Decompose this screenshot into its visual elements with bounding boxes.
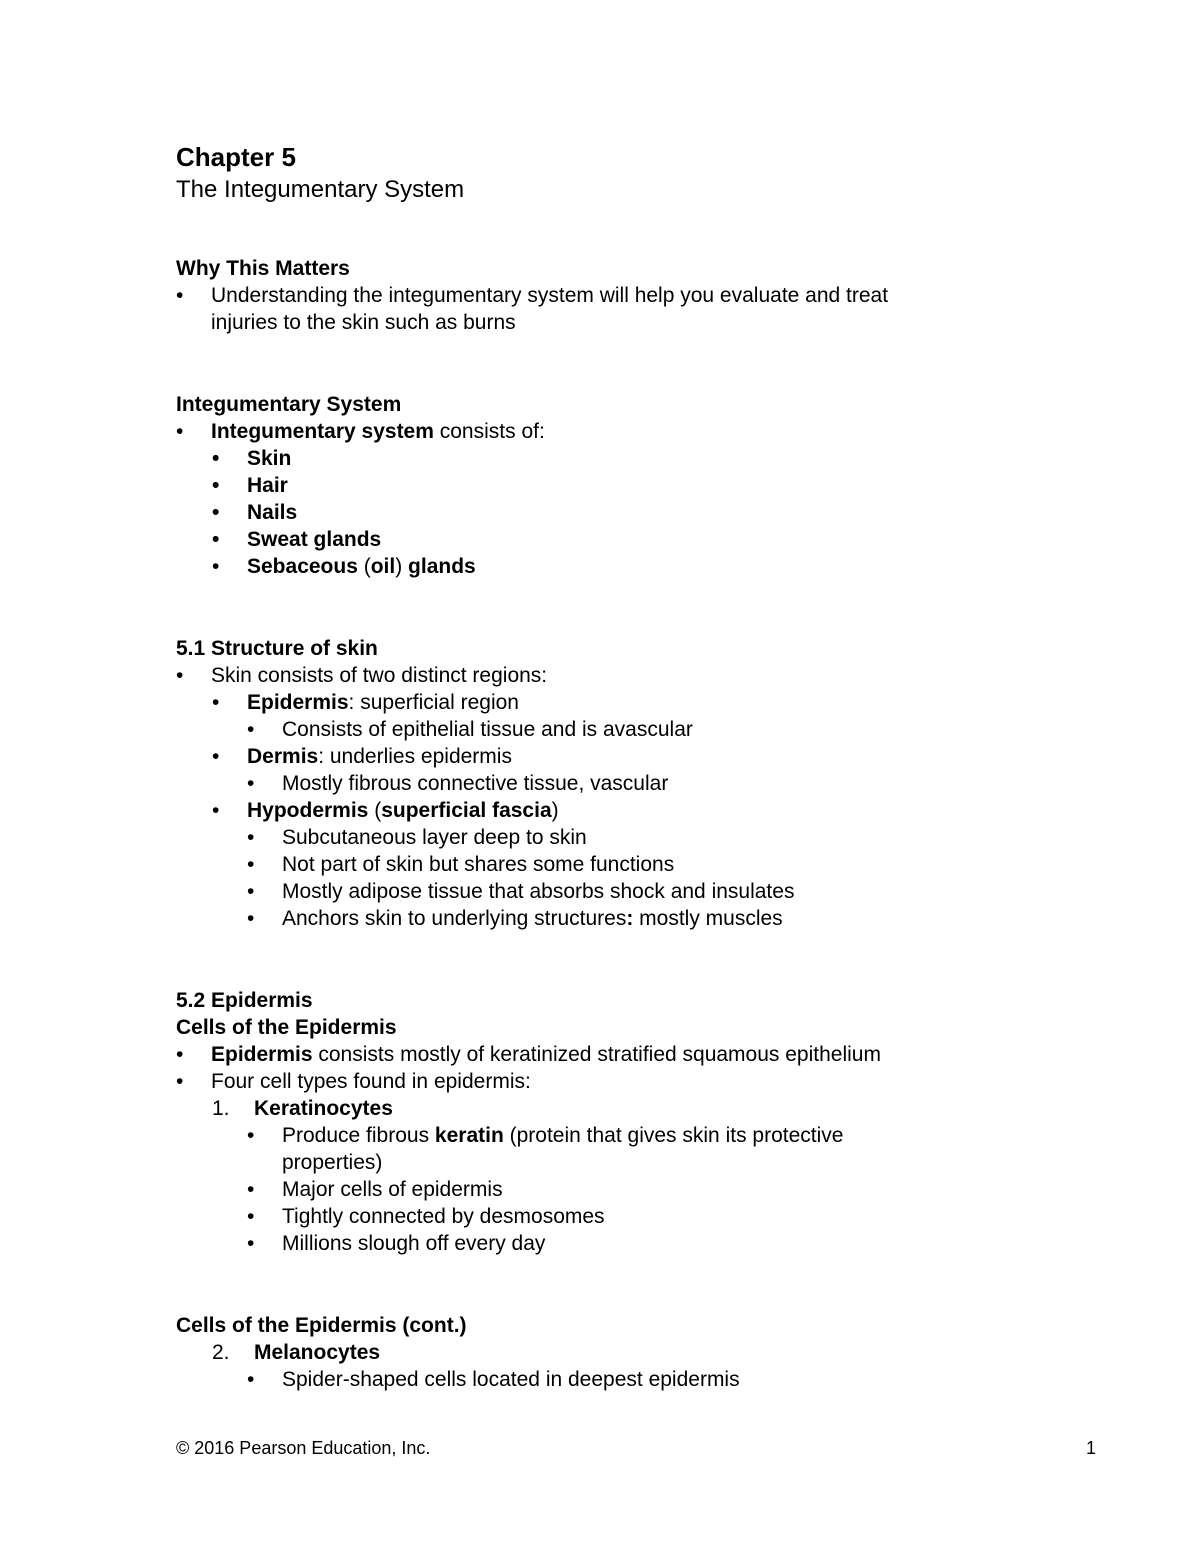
list-item: • Skin <box>212 447 292 470</box>
bullet-icon: • <box>247 1368 255 1391</box>
list-item: • Not part of skin but shares some functions <box>247 853 675 876</box>
bullet-icon: • <box>247 1178 255 1201</box>
list-item-continuation: properties) <box>282 1151 383 1174</box>
bullet-icon: • <box>212 474 220 497</box>
bullet-icon: • <box>176 420 184 443</box>
chapter-title: Chapter 5 <box>176 142 296 172</box>
list-item: • Mostly fibrous connective tissue, vascular <box>247 772 669 795</box>
bullet-icon: • <box>212 745 220 768</box>
bullet-icon: • <box>247 853 255 876</box>
bullet-icon: • <box>247 880 255 903</box>
bullet-icon: • <box>176 284 184 307</box>
list-item: • Subcutaneous layer deep to skin <box>247 826 587 849</box>
cells-cont-heading: Cells of the Epidermis (cont.) <box>176 1314 467 1337</box>
bullet-icon: • <box>176 664 184 687</box>
bullet-icon: • <box>247 772 255 795</box>
list-item: • Skin consists of two distinct regions: <box>176 664 548 687</box>
list-item: • Sweat glands <box>212 528 382 551</box>
bullet-icon: • <box>176 1043 184 1066</box>
list-item: • Understanding the integumentary system will help you evaluate and treat <box>176 284 889 307</box>
list-item: • Tightly connected by desmosomes <box>247 1205 605 1228</box>
list-item: • Sebaceous (oil) glands <box>212 555 476 578</box>
page-content <box>176 140 1056 1393</box>
list-item: • Consists of epithelial tissue and is avascular <box>247 718 693 741</box>
list-item: • Major cells of epidermis <box>247 1178 503 1201</box>
list-item: • Epidermis: superficial region <box>212 691 519 714</box>
bullet-icon: • <box>176 1070 184 1093</box>
bullet-icon: • <box>247 1232 255 1255</box>
copyright-text: © 2016 Pearson Education, Inc. <box>176 1438 431 1458</box>
list-item: • Anchors skin to underlying structures: mostly muscles <box>247 907 783 930</box>
integ-heading: Integumentary System <box>176 393 402 416</box>
numbered-item: 1. Keratinocytes <box>212 1097 393 1120</box>
why-heading: Why This Matters <box>176 257 350 280</box>
list-item: • Dermis: underlies epidermis <box>212 745 512 768</box>
bullet-icon: • <box>212 447 220 470</box>
section-5-2-heading: 5.2 Epidermis <box>176 989 313 1012</box>
list-item: • Spider-shaped cells located in deepest epidermis <box>247 1368 740 1391</box>
bullet-icon: • <box>212 555 220 578</box>
bullet-icon: • <box>247 1124 255 1147</box>
list-item: • Four cell types found in epidermis: <box>176 1070 531 1093</box>
bullet-icon: • <box>212 528 220 551</box>
list-item: • Hair <box>212 474 288 497</box>
list-item: • Millions slough off every day <box>247 1232 546 1255</box>
numbered-item: 2. Melanocytes <box>212 1341 381 1364</box>
item-number: 1. <box>212 1097 230 1120</box>
bullet-icon: • <box>247 1205 255 1228</box>
section-5-1-heading: 5.1 Structure of skin <box>176 637 378 660</box>
bullet-icon: • <box>212 799 220 822</box>
item-number: 2. <box>212 1341 230 1364</box>
bullet-icon: • <box>247 718 255 741</box>
list-item: • Epidermis consists mostly of keratinized stratified squamous epithelium <box>176 1043 881 1066</box>
list-item: • Nails <box>212 501 298 524</box>
page-footer <box>176 1436 1096 1460</box>
bullet-icon: • <box>247 826 255 849</box>
chapter-subtitle: The Integumentary System <box>176 176 465 203</box>
list-item: • Mostly adipose tissue that absorbs shock and insulates <box>247 880 795 903</box>
page-number: 1 <box>1085 1438 1096 1458</box>
list-item: • Hypodermis (superficial fascia) <box>212 799 559 822</box>
list-item: • Produce fibrous keratin (protein that gives skin its protective <box>247 1124 844 1147</box>
bullet-icon: • <box>212 501 220 524</box>
cells-subheading: Cells of the Epidermis <box>176 1016 397 1039</box>
list-item-continuation: injuries to the skin such as burns <box>211 311 516 334</box>
bullet-icon: • <box>212 691 220 714</box>
bullet-icon: • <box>247 907 255 930</box>
list-item: • Integumentary system consists of: <box>176 420 545 443</box>
